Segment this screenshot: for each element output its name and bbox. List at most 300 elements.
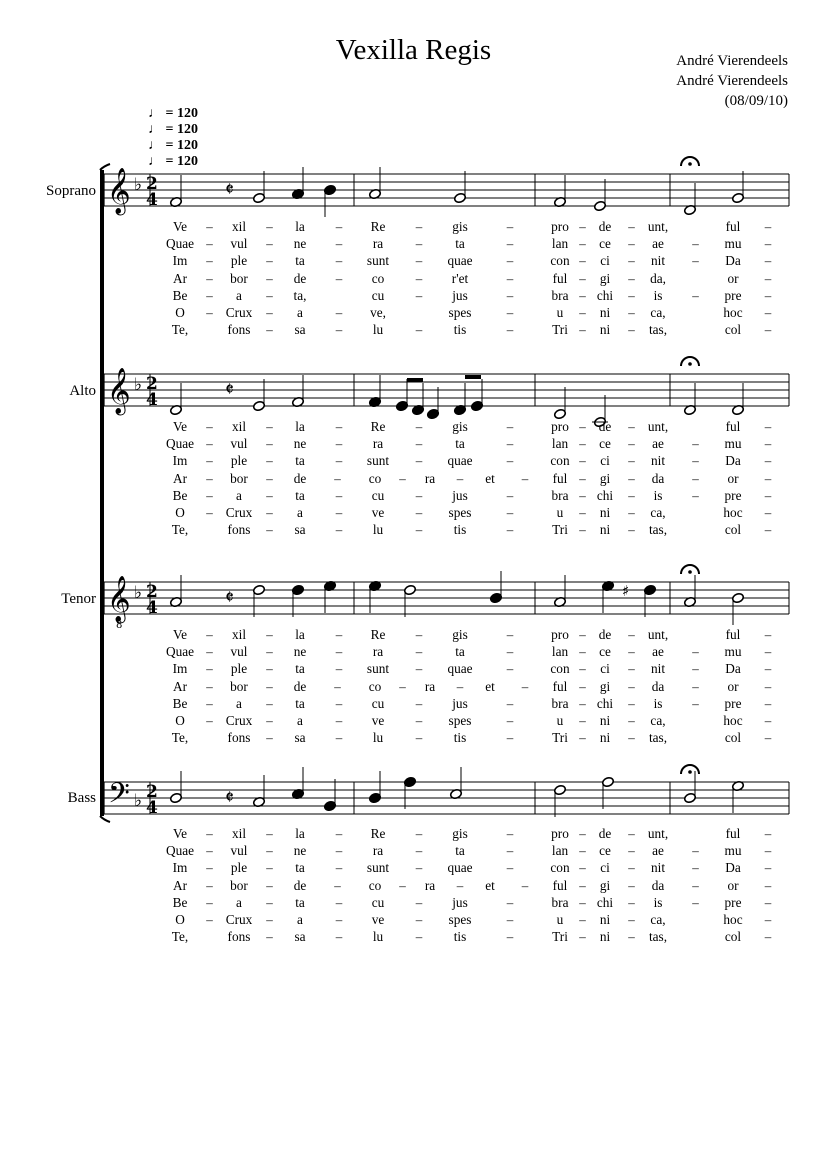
lyric-syllable: ce [599, 436, 611, 452]
lyric-hyphen: – [628, 843, 635, 859]
lyric-syllable: quae [447, 860, 473, 876]
lyric-hyphen: – [335, 860, 343, 876]
lyric-hyphen: – [335, 826, 343, 841]
lyric-syllable: ci [600, 453, 610, 469]
lyric-syllable: Te, [171, 322, 189, 338]
lyric-hyphen: – [506, 826, 514, 841]
lyric-syllable: Quae [165, 843, 195, 859]
lyric-syllable: Crux [225, 912, 253, 927]
lyric-hyphen: – [415, 929, 423, 945]
lyric-syllable: tis [453, 730, 467, 746]
lyric-syllable: ta [295, 661, 305, 677]
lyric-hyphen: – [334, 877, 341, 893]
lyric-syllable: vul [230, 236, 248, 252]
lyric-syllable: ce [599, 236, 611, 252]
lyric-syllable: ful [552, 877, 568, 893]
lyric-hyphen: – [335, 322, 343, 338]
lyric-syllable: Tri [552, 929, 568, 945]
lyric-syllable: ful [552, 470, 568, 486]
lyric-syllable: ta [295, 253, 305, 269]
lyric-syllable: unt, [647, 419, 669, 434]
lyric-hyphen: – [764, 695, 772, 711]
lyric-syllable: tas, [648, 522, 668, 538]
lyric-hyphen: – [628, 912, 635, 927]
lyric-syllable: bra [551, 487, 569, 503]
lyric-hyphen: – [628, 487, 635, 503]
lyric-syllable: da [651, 877, 665, 893]
lyric-syllable: fons [227, 730, 251, 746]
lyric-hyphen: – [266, 678, 273, 694]
lyric-hyphen: – [764, 505, 772, 520]
lyric-hyphen: – [206, 695, 213, 711]
lyric-syllable: sa [294, 929, 306, 945]
lyric-syllable: pre [724, 487, 742, 503]
lyric-syllable: ra [424, 470, 436, 486]
arranger-credit: André Vierendeels [676, 73, 788, 89]
lyric-hyphen: – [415, 912, 423, 927]
lyric-hyphen: – [206, 419, 213, 434]
lyric-syllable: bra [551, 287, 569, 303]
lyric-hyphen: – [335, 305, 343, 320]
lyric-hyphen: – [206, 713, 213, 728]
lyric-hyphen: – [521, 678, 529, 694]
lyric-hyphen: – [506, 713, 514, 728]
lyric-hyphen: – [415, 843, 423, 859]
lyric-hyphen: – [415, 522, 423, 538]
lyric-syllable: ta [455, 644, 465, 660]
lyric-hyphen: – [206, 877, 213, 893]
lyric-hyphen: – [206, 270, 213, 286]
lyric-hyphen: – [628, 219, 635, 234]
lyric-hyphen: – [266, 219, 273, 234]
lyric-syllable: Crux [225, 713, 253, 728]
flat-key-signature-icon: ♭ [134, 375, 143, 395]
lyric-syllable: con [550, 661, 570, 677]
lyric-hyphen: – [764, 713, 772, 728]
lyric-syllable: or [727, 877, 739, 893]
lyric-syllable: a [236, 487, 242, 503]
lyric-syllable: ta [295, 453, 305, 469]
lyric-hyphen: – [335, 419, 343, 434]
lyric-hyphen: – [266, 860, 273, 876]
lyric-syllable: mu [724, 436, 742, 452]
lyric-hyphen: – [335, 929, 343, 945]
lyric-hyphen: – [579, 436, 586, 452]
lyric-syllable: quae [447, 453, 473, 469]
lyric-syllable: chi [596, 695, 614, 711]
lyric-hyphen: – [335, 730, 343, 746]
lyric-hyphen: – [335, 695, 343, 711]
fermata-dot [688, 770, 692, 774]
lyric-hyphen: – [415, 322, 423, 338]
lyric-syllable: da, [650, 270, 666, 286]
lyric-hyphen: – [206, 627, 213, 642]
lyric-hyphen: – [692, 860, 699, 876]
lyric-syllable: ni [599, 912, 611, 927]
lyric-syllable: ae [652, 644, 664, 660]
lyric-hyphen: – [764, 730, 772, 746]
lyric-syllable: pre [724, 287, 742, 303]
lyric-hyphen: – [266, 627, 273, 642]
lyric-hyphen: – [579, 860, 586, 876]
time-signature-bottom: 4 [146, 598, 158, 618]
lyric-hyphen: – [579, 695, 586, 711]
lyric-syllable: gi [599, 678, 611, 694]
lyric-syllable: de [598, 627, 612, 642]
lyric-syllable: de [598, 419, 612, 434]
lyric-hyphen: – [506, 253, 514, 269]
lyric-syllable: pre [724, 695, 742, 711]
lyric-syllable: bor [230, 270, 248, 286]
lyric-hyphen: – [628, 627, 635, 642]
lyric-hyphen: – [628, 419, 635, 434]
lyric-hyphen: – [506, 270, 514, 286]
lyric-syllable: Ve [172, 419, 188, 434]
lyric-hyphen: – [266, 695, 273, 711]
lyric-syllable: ca, [650, 912, 666, 927]
lyric-hyphen: – [266, 305, 273, 320]
lyric-syllable: tas, [648, 322, 668, 338]
lyric-hyphen: – [764, 877, 772, 893]
lyric-hyphen: – [266, 322, 273, 338]
lyric-syllable: vul [230, 436, 248, 452]
lyric-hyphen: – [266, 843, 273, 859]
lyric-hyphen: – [206, 678, 213, 694]
lyric-syllable: Im [172, 661, 188, 677]
lyric-syllable: ca, [650, 505, 666, 520]
lyric-syllable: col [724, 522, 742, 538]
lyric-syllable: Da [725, 253, 741, 269]
lyric-hyphen: – [506, 287, 514, 303]
lyric-hyphen: – [628, 270, 635, 286]
lyric-syllable: spes [448, 912, 472, 927]
lyric-syllable: nit [650, 253, 666, 269]
lyric-syllable: pro [551, 627, 569, 642]
lyric-syllable: is [653, 695, 663, 711]
lyric-hyphen: – [764, 305, 772, 320]
lyric-syllable: Ar [172, 270, 188, 286]
lyric-syllable: fons [227, 929, 251, 945]
lyric-syllable: ni [599, 322, 611, 338]
lyric-hyphen: – [764, 860, 772, 876]
lyric-hyphen: – [456, 470, 464, 486]
lyric-syllable: ni [599, 522, 611, 538]
lyric-hyphen: – [399, 877, 406, 893]
lyric-hyphen: – [506, 453, 514, 469]
lyric-syllable: tas, [648, 929, 668, 945]
lyric-hyphen: – [266, 644, 273, 660]
lyric-syllable: Be [172, 287, 188, 303]
lyric-syllable: ra [424, 678, 436, 694]
lyric-hyphen: – [335, 522, 343, 538]
lyric-syllable: ve [371, 912, 385, 927]
lyric-hyphen: – [335, 912, 343, 927]
lyric-hyphen: – [266, 505, 273, 520]
lyric-syllable: lu [372, 522, 384, 538]
lyric-syllable: unt, [647, 219, 669, 234]
lyric-hyphen: – [415, 860, 423, 876]
lyric-syllable: ful [725, 627, 741, 642]
fermata-dot [688, 362, 692, 366]
lyric-syllable: jus [452, 487, 468, 503]
tempo-marking: ♩ = 120 [148, 138, 198, 153]
lyric-hyphen: – [579, 270, 586, 286]
lyric-syllable: Quae [165, 644, 195, 660]
lyric-syllable: Da [725, 661, 741, 677]
lyric-hyphen: – [628, 253, 635, 269]
lyric-hyphen: – [335, 236, 343, 252]
lyric-syllable: nit [650, 661, 666, 677]
lyric-syllable: hoc [723, 912, 743, 927]
lyric-syllable: Re [370, 627, 386, 642]
instrument-label-bass: Bass [67, 790, 96, 806]
lyric-syllable: hoc [723, 305, 743, 320]
fermata-dot [688, 570, 692, 574]
lyric-syllable: Ar [172, 877, 188, 893]
lyric-syllable: u [556, 505, 564, 520]
lyric-syllable: ae [652, 436, 664, 452]
lyric-hyphen: – [206, 843, 213, 859]
lyric-syllable: col [724, 730, 742, 746]
lyric-hyphen: – [456, 877, 464, 893]
lyric-hyphen: – [628, 695, 635, 711]
lyric-syllable: ve [371, 713, 385, 728]
lyric-syllable: xil [231, 219, 247, 234]
lyric-syllable: tis [453, 522, 467, 538]
time-signature-top: 2 [146, 582, 158, 602]
lyric-syllable: r'et [451, 270, 469, 286]
lyric-hyphen: – [335, 270, 343, 286]
lyric-hyphen: – [579, 730, 586, 746]
lyric-hyphen: – [506, 219, 514, 234]
lyric-hyphen: – [506, 730, 514, 746]
lyric-hyphen: – [506, 322, 514, 338]
lyric-syllable: a [236, 894, 242, 910]
lyric-hyphen: – [506, 912, 514, 927]
lyric-syllable: mu [724, 843, 742, 859]
lyric-hyphen: – [579, 678, 586, 694]
lyric-hyphen: – [415, 487, 423, 503]
lyric-hyphen: – [579, 287, 586, 303]
lyric-syllable: a [297, 305, 303, 320]
lyric-hyphen: – [415, 695, 423, 711]
lyric-syllable: Ar [172, 678, 188, 694]
lyric-hyphen: – [764, 644, 772, 660]
lyric-hyphen: – [579, 505, 586, 520]
lyric-hyphen: – [266, 253, 273, 269]
lyric-syllable: cu [371, 894, 385, 910]
lyric-hyphen: – [579, 644, 586, 660]
lyric-hyphen: – [506, 436, 514, 452]
lyric-syllable: pro [551, 826, 569, 841]
lyric-syllable: gis [452, 219, 468, 234]
lyric-syllable: vul [230, 843, 248, 859]
lyric-hyphen: – [415, 236, 423, 252]
treble-clef-icon: 𝄞 [107, 368, 131, 414]
lyric-syllable: de [293, 470, 307, 486]
lyric-hyphen: – [506, 644, 514, 660]
lyric-syllable: gi [599, 270, 611, 286]
lyric-hyphen: – [628, 505, 635, 520]
tempo-marking: ♩ = 120 [148, 106, 198, 121]
lyric-hyphen: – [692, 678, 699, 694]
lyric-hyphen: – [266, 436, 273, 452]
lyric-syllable: Re [370, 826, 386, 841]
lyric-hyphen: – [415, 419, 423, 434]
lyric-hyphen: – [415, 627, 423, 642]
cut-time-icon: 𝄵 [225, 377, 234, 401]
lyric-hyphen: – [266, 470, 273, 486]
lyric-syllable: a [297, 713, 303, 728]
lyric-syllable: spes [448, 305, 472, 320]
lyric-syllable: gi [599, 877, 611, 893]
lyric-syllable: ful [725, 826, 741, 841]
lyric-syllable: jus [452, 287, 468, 303]
lyric-hyphen: – [764, 661, 772, 677]
lyric-hyphen: – [506, 305, 514, 320]
lyric-syllable: u [556, 305, 564, 320]
lyric-hyphen: – [506, 487, 514, 503]
lyric-syllable: mu [724, 236, 742, 252]
lyric-hyphen: – [692, 644, 699, 660]
lyric-syllable: de [598, 826, 612, 841]
lyric-syllable: ve [371, 505, 385, 520]
lyric-hyphen: – [266, 522, 273, 538]
lyric-hyphen: – [266, 661, 273, 677]
lyric-syllable: de [293, 877, 307, 893]
lyric-syllable: la [295, 627, 305, 642]
lyric-syllable: nit [650, 860, 666, 876]
lyric-hyphen: – [764, 826, 772, 841]
lyric-syllable: or [727, 678, 739, 694]
lyric-syllable: Ve [172, 627, 188, 642]
lyric-hyphen: – [764, 322, 772, 338]
lyric-syllable: bor [230, 678, 248, 694]
lyric-hyphen: – [692, 470, 699, 486]
lyric-syllable: O [175, 713, 185, 728]
lyric-syllable: xil [231, 826, 247, 841]
lyric-hyphen: – [266, 270, 273, 286]
lyric-hyphen: – [415, 661, 423, 677]
lyric-syllable: ca, [650, 305, 666, 320]
lyric-syllable: Tri [552, 730, 568, 746]
lyric-hyphen: – [628, 929, 635, 945]
lyric-syllable: ce [599, 644, 611, 660]
lyric-hyphen: – [206, 505, 213, 520]
octave-8-mark: 8 [116, 620, 123, 631]
lyric-hyphen: – [266, 713, 273, 728]
lyric-syllable: col [724, 929, 742, 945]
lyric-hyphen: – [628, 877, 635, 893]
lyric-hyphen: – [506, 695, 514, 711]
lyric-syllable: da [651, 470, 665, 486]
lyric-hyphen: – [266, 826, 273, 841]
lyric-hyphen: – [692, 487, 699, 503]
lyric-hyphen: – [266, 287, 273, 303]
lyric-syllable: ci [600, 253, 610, 269]
lyric-syllable: lan [551, 644, 569, 660]
lyric-syllable: quae [447, 253, 473, 269]
lyric-syllable: ci [600, 860, 610, 876]
lyric-syllable: Ve [172, 219, 188, 234]
lyric-syllable: ca, [650, 713, 666, 728]
lyric-syllable: or [727, 270, 739, 286]
lyric-syllable: is [653, 487, 663, 503]
note-beam [465, 375, 481, 379]
lyric-hyphen: – [206, 470, 213, 486]
lyric-syllable: cu [371, 487, 385, 503]
lyric-hyphen: – [415, 287, 423, 303]
lyric-hyphen: – [628, 894, 635, 910]
lyric-hyphen: – [335, 487, 343, 503]
lyric-syllable: ple [230, 860, 248, 876]
lyric-syllable: Ve [172, 826, 188, 841]
lyric-hyphen: – [334, 678, 341, 694]
lyric-syllable: sunt [366, 253, 390, 269]
lyric-syllable: jus [452, 695, 468, 711]
lyric-syllable: fons [227, 322, 251, 338]
lyric-hyphen: – [579, 253, 586, 269]
lyric-syllable: Quae [165, 436, 195, 452]
lyric-syllable: Re [370, 219, 386, 234]
lyric-hyphen: – [764, 487, 772, 503]
lyric-hyphen: – [334, 470, 341, 486]
lyric-hyphen: – [335, 453, 343, 469]
tempo-marking: ♩ = 120 [148, 154, 198, 169]
lyric-syllable: sa [294, 730, 306, 746]
lyric-hyphen: – [266, 236, 273, 252]
lyric-hyphen: – [206, 453, 213, 469]
lyric-syllable: jus [452, 894, 468, 910]
lyric-syllable: bor [230, 470, 248, 486]
lyric-hyphen: – [764, 287, 772, 303]
lyric-syllable: ta [295, 487, 305, 503]
lyric-syllable: con [550, 453, 570, 469]
lyric-syllable: gis [452, 627, 468, 642]
cut-time-icon: 𝄵 [225, 177, 234, 201]
lyric-syllable: ni [599, 929, 611, 945]
lyric-syllable: ta [295, 894, 305, 910]
sharp-icon: ♯ [622, 582, 630, 600]
lyric-syllable: co [368, 678, 382, 694]
lyric-hyphen: – [506, 843, 514, 859]
lyric-hyphen: – [415, 270, 423, 286]
lyric-syllable: Te, [171, 730, 189, 746]
lyric-syllable: fons [227, 522, 251, 538]
lyric-syllable: chi [596, 487, 614, 503]
lyric-syllable: bra [551, 695, 569, 711]
lyric-hyphen: – [692, 253, 699, 269]
lyric-hyphen: – [579, 236, 586, 252]
lyric-hyphen: – [506, 860, 514, 876]
lyric-syllable: sa [294, 522, 306, 538]
lyric-syllable: pre [724, 894, 742, 910]
lyric-hyphen: – [506, 661, 514, 677]
lyric-hyphen: – [764, 912, 772, 927]
flat-key-signature-icon: ♭ [134, 791, 143, 811]
lyric-hyphen: – [335, 505, 343, 520]
lyric-hyphen: – [579, 322, 586, 338]
lyric-hyphen: – [415, 505, 423, 520]
lyric-syllable: ni [599, 505, 611, 520]
lyric-syllable: hoc [723, 713, 743, 728]
lyric-hyphen: – [335, 644, 343, 660]
lyric-hyphen: – [335, 253, 343, 269]
lyric-syllable: ae [652, 843, 664, 859]
lyric-syllable: de [293, 678, 307, 694]
lyric-syllable: a [297, 912, 303, 927]
lyric-syllable: da [651, 678, 665, 694]
